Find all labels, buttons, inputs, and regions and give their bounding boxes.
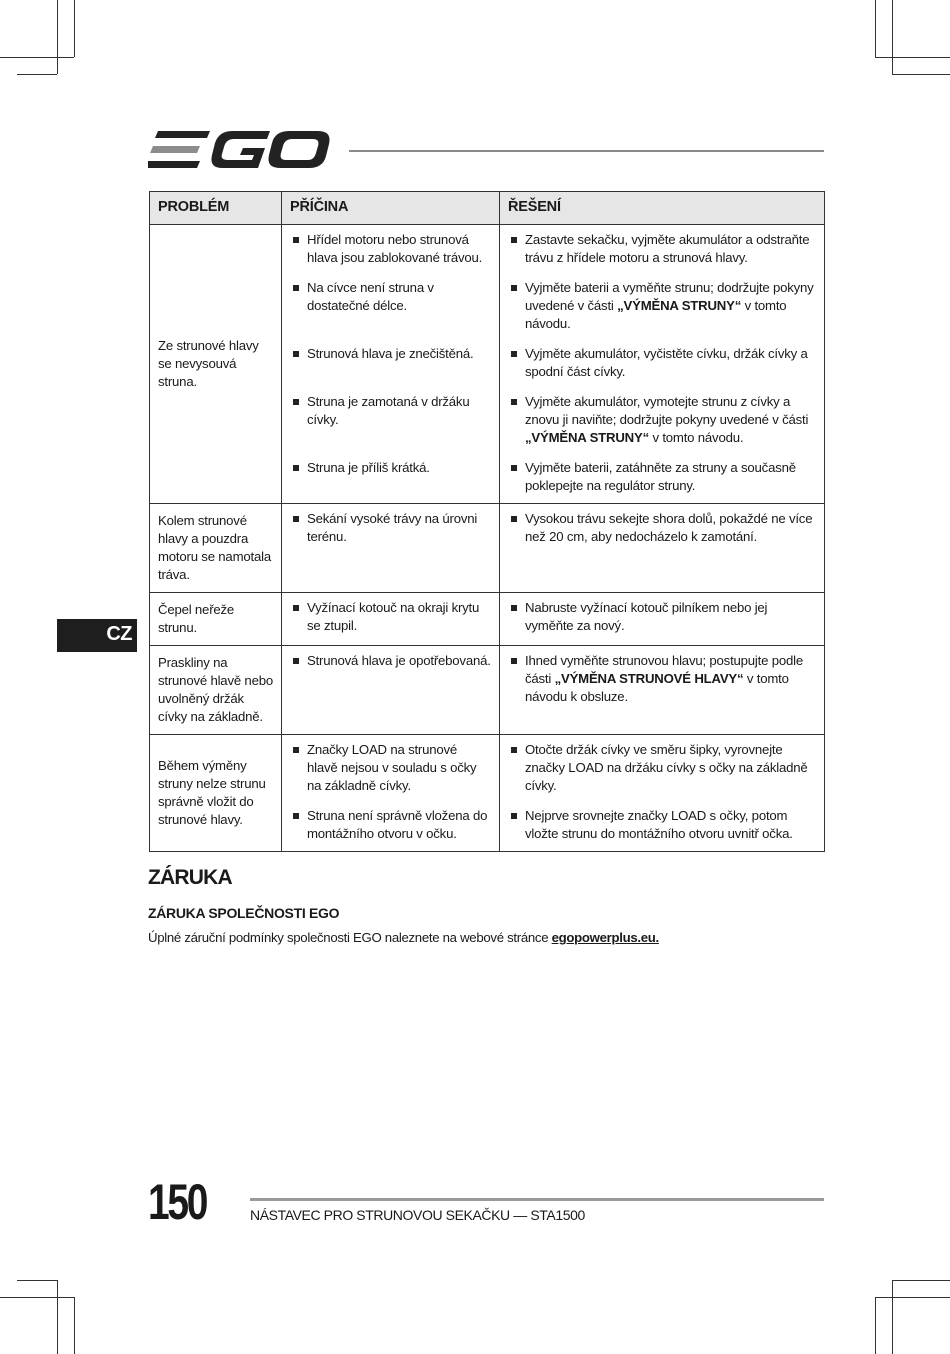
warranty-subtitle: ZÁRUKA SPOLEČNOSTI EGO (148, 905, 340, 921)
cause-cell (282, 735, 500, 852)
crop-mark (875, 1297, 950, 1298)
ego-logo (148, 128, 332, 172)
table-row (150, 646, 825, 735)
crop-mark (57, 0, 58, 74)
warranty-text (148, 930, 659, 945)
cause-item: Struna je příliš krátká. (290, 459, 491, 477)
crop-mark (875, 1297, 876, 1354)
cause-item: Vyžínací kotouč na okraji krytu se ztupil. (290, 599, 491, 635)
problem-cell: Praskliny na strunové hlavě nebo uvolněný držák cívky na základně. (150, 646, 282, 735)
solution-item: Nejprve srovnejte značky LOAD s očky, potom vložte strunu do montážního otvoru uvnitř očka. (508, 807, 816, 843)
cause-cell (282, 593, 500, 646)
solution-item: Vyjměte baterii a vyměňte strunu; dodržujte pokyny uvedené v části „VÝMĚNA STRUNY“ v tomto návodu. (508, 279, 816, 333)
crop-mark (57, 1280, 58, 1354)
solution-item: Ihned vyměňte strunovou hlavu; postupujte podle části „VÝMĚNA STRUNOVÉ HLAVY“ v tomto návodu k obsluze. (508, 652, 816, 706)
cause-item: Strunová hlava je opotřebovaná. (290, 652, 491, 670)
footer-rule (250, 1198, 824, 1201)
table-row (150, 735, 825, 852)
column-header-cause: PŘÍČINA (282, 192, 500, 225)
solution-cell (500, 735, 825, 852)
column-header-problem: PROBLÉM (150, 192, 282, 225)
warranty-body: Úplné záruční podmínky společnosti EGO naleznete na webové stránce (148, 930, 552, 945)
cause-item: Strunová hlava je znečištěná. (290, 345, 491, 363)
crop-mark (0, 57, 74, 58)
crop-mark (875, 0, 876, 57)
solution-item: Vyjměte baterii, zatáhněte za struny a současně poklepejte na regulátor struny. (508, 459, 816, 495)
cause-item: Struna je zamotaná v držáku cívky. (290, 393, 491, 429)
column-header-solution: ŘEŠENÍ (500, 192, 825, 225)
cause-item: Sekání vysoké trávy na úrovni terénu. (290, 510, 491, 546)
cause-item: Značky LOAD na strunové hlavě nejsou v souladu s očky na základně cívky. (290, 741, 491, 795)
warranty-link[interactable]: egopowerplus.eu. (551, 930, 659, 945)
crop-mark (17, 1280, 57, 1281)
solution-item: Zastavte sekačku, vyjměte akumulátor a odstraňte trávu z hřídele motoru a strunová hlavy. (508, 231, 816, 267)
solution-item: Nabruste vyžínací kotouč pilníkem nebo jej vyměňte za nový. (508, 599, 816, 635)
problem-cell: Ze strunové hlavy se nevysouvá struna. (150, 225, 282, 504)
crop-mark (892, 1280, 893, 1354)
header-rule (349, 150, 824, 152)
cause-item: Hřídel motoru nebo strunová hlava jsou zablokované trávou. (290, 231, 491, 267)
crop-mark (74, 1297, 75, 1354)
cause-item: Na cívce není struna v dostatečné délce. (290, 279, 491, 315)
table-row (150, 225, 825, 504)
crop-mark (892, 0, 893, 74)
table-header-row (150, 192, 825, 225)
table-row (150, 504, 825, 593)
warranty-title: ZÁRUKA (148, 866, 232, 889)
crop-mark (892, 1280, 950, 1281)
cause-cell (282, 504, 500, 593)
solution-cell (500, 593, 825, 646)
cause-cell (282, 225, 500, 504)
crop-mark (74, 0, 75, 57)
solution-item: Otočte držák cívky ve směru šipky, vyrovnejte značky LOAD na držáku cívky s očky na základně cívky. (508, 741, 816, 795)
crop-mark (0, 1297, 74, 1298)
solution-item: Vysokou trávu sekejte shora dolů, pokaždé ne více než 20 cm, aby nedocházelo k zamotání. (508, 510, 816, 546)
problem-cell: Během výměny struny nelze strunu správně vložit do strunové hlavy. (150, 735, 282, 852)
footer-title: NÁSTAVEC PRO STRUNOVOU SEKAČKU — STA1500 (250, 1207, 585, 1223)
crop-mark (875, 57, 950, 58)
cause-item: Struna není správně vložena do montážního otvoru v očku. (290, 807, 491, 843)
crop-mark (17, 74, 57, 75)
solution-cell (500, 504, 825, 593)
cause-cell (282, 646, 500, 735)
solution-cell (500, 225, 825, 504)
solution-cell (500, 646, 825, 735)
problem-cell: Čepel neřeže strunu. (150, 593, 282, 646)
solution-item: Vyjměte akumulátor, vymotejte strunu z cívky a znovu ji naviňte; dodržujte pokyny uvedené v části „VÝMĚNA STRUNY“ v tomto návodu. (508, 393, 816, 447)
problem-cell: Kolem strunové hlavy a pouzdra motoru se namotala tráva. (150, 504, 282, 593)
page-number: 150 (148, 1174, 207, 1230)
troubleshooting-table (149, 191, 825, 852)
solution-item: Vyjměte akumulátor, vyčistěte cívku, držák cívky a spodní část cívky. (508, 345, 816, 381)
table-row (150, 593, 825, 646)
crop-mark (892, 74, 950, 75)
language-tab: CZ (57, 619, 137, 652)
